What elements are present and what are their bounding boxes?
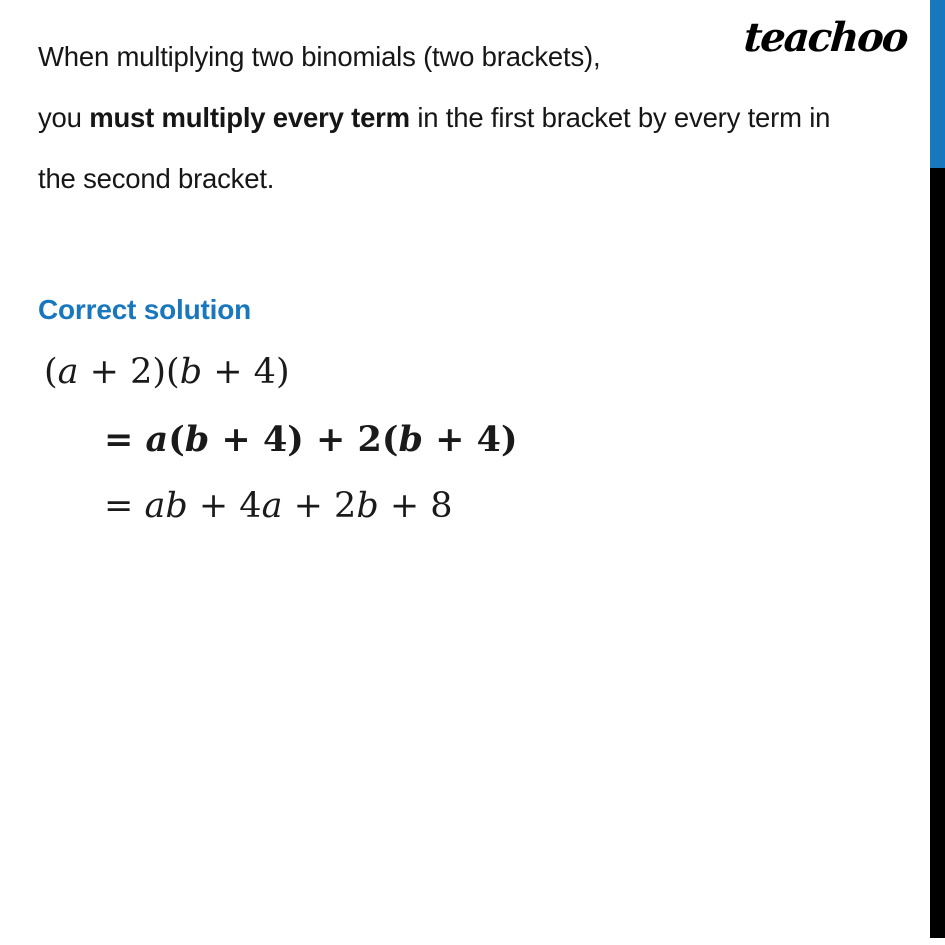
math-token: b	[179, 352, 203, 392]
math-token: b	[356, 486, 379, 526]
math-token: b	[184, 419, 210, 460]
math-token: =	[104, 486, 145, 526]
math-token: + 2	[282, 486, 357, 526]
teachoo-logo: teachoo	[742, 14, 909, 61]
math-token: ab	[144, 486, 188, 526]
correct-solution-heading: Correct solution	[38, 294, 252, 325]
math-token: + 4)	[422, 419, 518, 460]
math-token: + 4) + 2(	[209, 419, 399, 460]
math-token: a	[261, 486, 283, 526]
math-step-1	[104, 419, 518, 460]
intro-paragraph	[38, 26, 903, 209]
paragraph-line-1	[38, 26, 903, 87]
math-token: a	[57, 352, 79, 392]
right-accent-bar-blue	[930, 0, 945, 168]
paragraph-line-2-pre: you	[38, 102, 90, 133]
math-token: + 4	[187, 486, 262, 526]
math-token: + 2)(	[78, 352, 180, 392]
paragraph-line-1-text: When multiplying two binomials (two brackets),	[38, 41, 601, 72]
paragraph-line-2-post: in the first bracket by every term in	[409, 102, 831, 133]
paragraph-line-3	[38, 148, 903, 209]
paragraph-line-2	[38, 87, 903, 148]
right-accent-bar-black	[930, 168, 945, 938]
paragraph-line-2-bold: must multiply every term	[89, 102, 410, 133]
math-token: + 4)	[202, 352, 290, 392]
math-token: + 8	[378, 486, 453, 526]
math-token: (	[168, 419, 185, 460]
math-token: (	[44, 352, 58, 392]
math-token: a	[145, 419, 169, 460]
math-token: =	[104, 419, 146, 460]
paragraph-line-3-text: the second bracket.	[38, 163, 275, 194]
math-expression	[44, 352, 290, 392]
math-step-2	[104, 486, 453, 526]
math-token: b	[398, 419, 423, 460]
